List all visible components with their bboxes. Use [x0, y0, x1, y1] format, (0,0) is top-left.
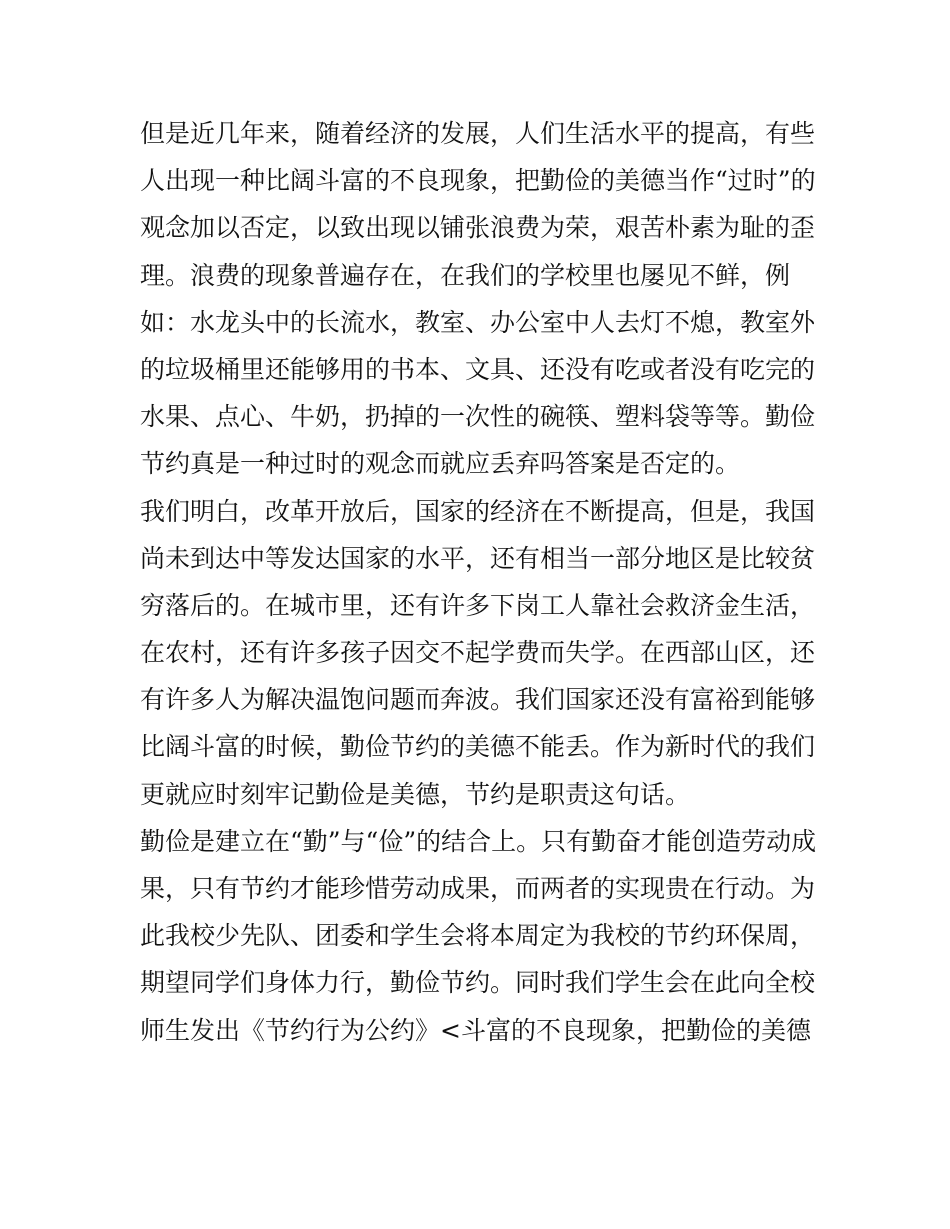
text-line: 师生发出《节约行为公约》<斗富的不良现象，把勤俭的美德 [140, 1015, 811, 1045]
paragraph-3 [140, 818, 820, 1054]
text-line: 果，只有节约才能珍惜劳动成果，而两者的实现贵在行动。为 [140, 874, 816, 903]
text-line: 比阔斗富的时候，勤俭节约的美德不能丢。作为新时代的我们 [140, 732, 816, 762]
text-line: 期望同学们身体力行，勤俭节约。同时我们学生会在此向全校 [140, 968, 816, 998]
document-body [140, 110, 820, 1054]
paragraph-1 [140, 110, 820, 488]
text-line: 穷落后的。在城市里，还有许多下岗工人靠社会救济金生活， [140, 590, 816, 620]
text-line: 有许多人为解决温饱问题而奔波。我们国家还没有富裕到能够 [140, 685, 816, 715]
text-line: 节约真是一种过时的观念而就应丢弃吗答案是否定的。 [140, 449, 741, 479]
text-line: 我们明白，改革开放后，国家的经济在不断提高，但是，我国 [140, 496, 816, 526]
text-line: 水果、点心、牛奶，扔掉的一次性的碗筷、塑料袋等等。勤俭 [140, 402, 816, 432]
text-line: 此我校少先队、团委和学生会将本周定为我校的节约环保周， [140, 921, 816, 951]
text-line: 在农村，还有许多孩子因交不起学费而失学。在西部山区，还 [140, 638, 816, 668]
text-line: 尚未到达中等发达国家的水平，还有相当一部分地区是比较贫 [140, 543, 816, 573]
paragraph-2 [140, 488, 820, 818]
text-line: 的垃圾桶里还能够用的书本、文具、还没有吃或者没有吃完的 [140, 354, 816, 384]
text-line: 勤俭是建立在“勤”与“俭”的结合上。只有勤奋才能创造劳动成 [140, 826, 817, 856]
text-line: 人出现一种比阔斗富的不良现象，把勤俭的美德当作“过时”的 [140, 166, 816, 196]
text-line: 更就应时刻牢记勤俭是美德，节约是职责这句话。 [140, 779, 691, 809]
text-line: 如：水龙头中的长流水，教室、办公室中人去灯不熄，教室外 [140, 307, 816, 337]
text-line: 理。浪费的现象普遍存在，在我们的学校里也屡见不鲜，例 [140, 260, 791, 290]
text-line: 但是近几年来，随着经济的发展，人们生活水平的提高，有些 [140, 119, 816, 148]
text-line: 观念加以否定，以致出现以铺张浪费为荣，艰苦朴素为耻的歪 [140, 213, 816, 243]
